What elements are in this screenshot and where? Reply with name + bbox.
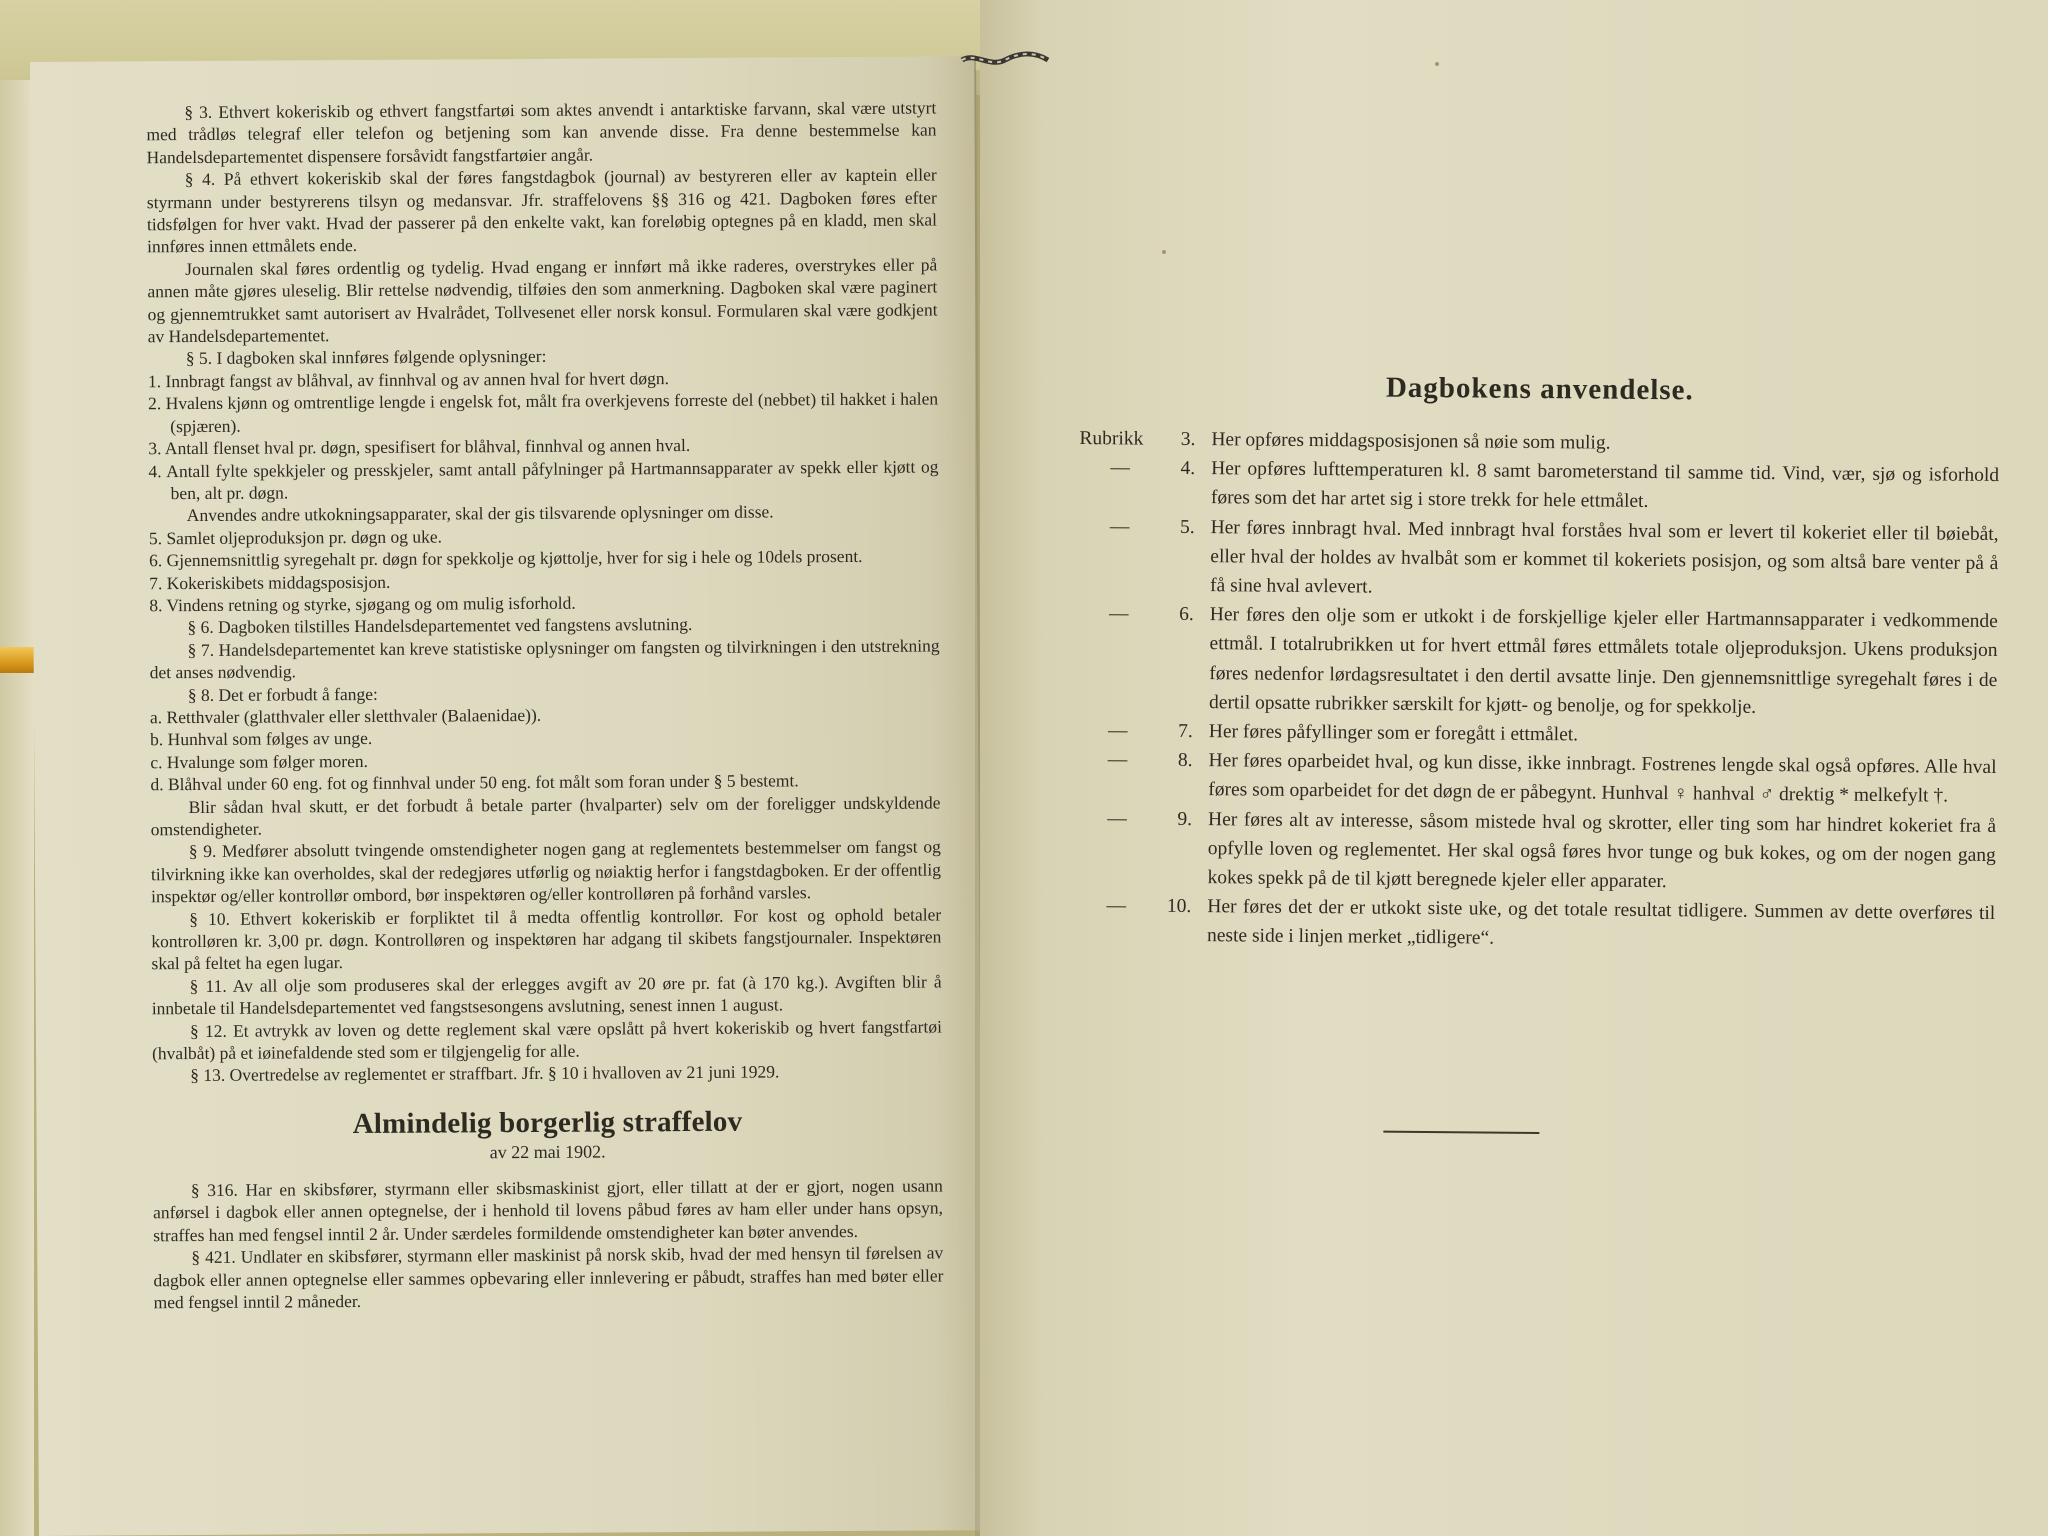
left-page xyxy=(30,56,985,1536)
rubrikk-row xyxy=(1079,453,1999,519)
rubrikk-number: 8. xyxy=(1177,750,1193,772)
list-item: c. Hvalunge som følger moren. xyxy=(150,750,369,773)
paragraph-journal: Journalen skal føres ordentlig og tydelig. Hvad engang er innført må ikke raderes, overstrykes eller på annen måte gjøres uleselig. Blir rettelse nødvendig, tilføies den som anmerkning. Dagboken skal være paginert og gjennemtrukket samt autorisert av Hvalrådet, Tollvesenet eller norsk konsul. Formularen skal være godkjent av Handelsdepartementet. xyxy=(147,254,938,347)
list-item: 7. Kokeriskibets middagsposisjon. xyxy=(149,571,391,593)
rubrikk-number: 3. xyxy=(1180,428,1196,451)
right-page-text xyxy=(1075,368,2000,958)
rubrikk-prefix: — xyxy=(1109,603,1129,625)
paragraph-9: § 9. Medfører absolutt tvingende omstendigheter nogen gang at reglementets bestemmelser om fangst og tilvirkning ikke kan overholdes, skal der redegjøres utførlig og nøiaktig herfor i fangstdagboken. Er der offentlig inspektør og/eller kontrollør ombord, bør inspektøren og/eller kontrolløren på forhånd varsles. xyxy=(150,836,942,907)
rubrikk-row xyxy=(1077,599,1998,724)
rubrikk-number: 5. xyxy=(1179,516,1195,538)
rubrikk-text: Her opføres lufttemperaturen kl. 8 samt barometerstand til samme tid. Vind, vær, sjø og isforhold føres som det har artet sig i store trekk for hele ettmålet. xyxy=(1210,458,2000,513)
law-title: Almindelig borgerlig straffelov xyxy=(352,1105,743,1140)
list-item: d. Blåhval under 60 eng. fot og finnhval under 50 eng. fot målt som foran under § 5 bestemt. xyxy=(150,770,799,795)
list-item: a. Retthvaler (glatthvaler eller sletthvaler (Balaenidae)). xyxy=(149,704,542,728)
rubrikk-number: 9. xyxy=(1177,808,1193,830)
paragraph-316: § 316. Har en skibsfører, styrmann eller skibsmaskinist gjort, eller tillatt at der er gjort, nogen usann anførsel i dagbok eller annen optegnelse, der i henhold til lovens påbud føres av ham eller under hans opsyn, straffes han med fengsel inntil 2 år. Under særdeles formildende omstendigheter kan bøter anvendes. xyxy=(152,1175,944,1245)
list-item: 5. Samlet oljeproduksjon pr. døgn og uke. xyxy=(148,526,443,549)
rubrikk-prefix: Rubrikk xyxy=(1079,427,1144,450)
rubrikk-row xyxy=(1075,804,1996,900)
rubrikk-row xyxy=(1078,512,1999,608)
rubrikk-number: 10. xyxy=(1166,896,1192,918)
rubrikk-number: 6. xyxy=(1179,604,1194,626)
rubrikk-prefix: — xyxy=(1109,515,1130,538)
rubrikk-text: Her opføres middagsposisjonen så nøie som mulig. xyxy=(1211,429,1611,454)
rubrikk-prefix: — xyxy=(1107,720,1128,742)
rubrikk-text: Her føres påfyllinger som er foregått i ettmålet. xyxy=(1208,721,1579,746)
rubrikk-prefix: — xyxy=(1107,807,1127,830)
rubrikk-prefix: — xyxy=(1107,749,1128,771)
binding-thread-icon xyxy=(960,48,1050,72)
paragraph-3: § 3. Ethvert kokeriskib og ethvert fangstfartøi som aktes anvendt i antarktiske farvann, skal være utstyrt med trådløs telegraf eller telefon og betjening som kan anvende disse. Fra denne bestemmelse kan Handelsdepartementet dispensere forsåvidt fangstfartøier angår. xyxy=(146,97,937,168)
paragraph-4: § 4. På ethvert kokeriskib skal der føres fangstdagbok (journal) av bestyreren eller av kaptein eller styrmann under bestyrerens tilsyn og medansvar. Jfr. straffelovens §§ 316 og 421. Dagboken føres efter tidsfølgen for hver vakt. Hvad der passerer på den enkelte vakt, kan foreløbig optegnes på en kladd, men skal innføres innen ettmålets ende. xyxy=(146,164,938,257)
paper-speck xyxy=(1435,62,1439,66)
paragraph-421: § 421. Undlater en skibsfører, styrmann eller maskinist på norsk skib, hvad der med hensyn til førelsen av dagbok eller annen optegnelse eller sammes opbevaring eller innlevering er påbudt, straffes han med bøter eller med fengsel inntil 2 måneder. xyxy=(153,1242,944,1313)
paragraph-12: § 12. Et avtrykk av loven og dette reglement skal være opslått på hvert kokeriskib og hvert fangstfartøi (hvalbåt) på et iøinefaldende sted som er tilgjengelig for alle. xyxy=(151,1016,942,1064)
rubrikk-text: Her føres den olje som er utkokt i de forskjellige kjeler eller Hartmannsapparater i vedkommende ettmål. I totalrubrikken ut for hvert ettmål føres ettmålets totale oljeproduksjon. Ukens produksjon føres nedenfor lørdagsresultatet i den dertil avsatte linje. Den gjennemsnittlige syregehalt føres i de dertil opsatte rubrikker særskilt for kjøtt- og benolje, og for spekkolje. xyxy=(1208,604,1998,718)
rubrikk-row xyxy=(1076,745,1996,811)
paragraph-8: § 8. Det er forbudt å fange: xyxy=(187,683,378,705)
page-title: Dagbokens anvendelse. xyxy=(1385,371,1694,407)
rubrikk-prefix: — xyxy=(1106,895,1127,917)
rubrikk-text: Her føres oparbeidet hval, og kun disse, ikke innbragt. Fostrenes lengde skal også opføres. Alle hval føres som oparbeidet for det døgn de er påbegynt. Hunhval ♀ hanhval ♂ drektig * melkefylt †. xyxy=(1208,750,1997,808)
right-page xyxy=(980,0,2048,1536)
rubrikk-number: 4. xyxy=(1180,458,1196,480)
left-page-text xyxy=(146,96,943,1313)
list-note: Anvendes andre utkokningsapparater, skal der gis tilsvarende oplysninger om disse. xyxy=(186,501,774,526)
list-item: 3. Antall flenset hval pr. døgn, spesifisert for blåhval, finnhval og annen hval. xyxy=(148,435,691,459)
paragraph-5: § 5. I dagboken skal innføres følgende oplysninger: xyxy=(185,346,547,369)
list-item: b. Hunhval som følges av unge. xyxy=(150,728,373,750)
list-item: 6. Gjennemsnittlig syregehalt pr. døgn for spekkolje og kjøttolje, hver for sig i hele og 10dels prosent. xyxy=(148,546,863,571)
paragraph-11: § 11. Av all olje som produseres skal der erlegges avgift av 20 øre pr. fat (à 170 kg.). Avgiften blir å innbetale til Handelsdepartementet ved fangstsesongens avslutning, senest innen 1 august. xyxy=(151,971,942,1019)
list-item: 1. Innbragt fangst av blåhval, av finnhval og av annen hval for hvert døgn. xyxy=(147,367,669,392)
paragraph-13: § 13. Overtredelse av reglementet er straffbart. Jfr. § 10 i hvalloven av 21 juni 1929. xyxy=(190,1061,780,1086)
rubrikk-text: Her føres det der er utkokt siste uke, og det totale resultat tidligere. Summen av dette overføres til neste side i linjen merket „tidligere“. xyxy=(1206,896,1996,950)
list-item: 8. Vindens retning og styrke, sjøgang og om mulig isforhold. xyxy=(149,592,576,616)
rubrikk-text: Her føres alt av interesse, såsom mistede hval og skrotter, eller ting som har hindret kokeriet fra å opfylle loven og reglementet. Her skal også føres hvor tunge og buk kokes, og om der nogen gang kokes spekk på de til kjøtt beregnede kjeler eller apparater. xyxy=(1207,808,1997,893)
desk-edge xyxy=(0,80,34,1536)
law-subtitle: av 22 mai 1902. xyxy=(489,1141,606,1163)
rubrikk-text: Her føres innbragt hval. Med innbragt hval forståes hval som er levert til kokeriet eller til bøiebåt, eller hval der holdes av hvalbåt som er kommet til kokeriets posisjon, og som altså bare venter på å få sine hval avlevert. xyxy=(1210,516,1999,598)
paragraph-8-note: Blir sådan hval skutt, er det forbudt å betale parter (hvalparter) selv om der foreligger undskyldende omstendigheter. xyxy=(150,792,941,840)
list-item: 2. Hvalens kjønn og omtrentlige lengde i engelsk fot, målt fra overkjevens forreste del (nebbet) til hakket i halen (spjæren). xyxy=(148,388,939,436)
paper-speck xyxy=(1162,250,1166,254)
rubrikk-row xyxy=(1075,891,1995,957)
rubrikk-number: 7. xyxy=(1178,720,1193,743)
rubrikk-prefix: — xyxy=(1110,457,1130,479)
closing-rule xyxy=(1383,1131,1539,1134)
list-item: 4. Antall fylte spekkjeler og presskjeler, samt antall påfylninger på Hartmannsapparater av spekk eller kjøtt og ben, alt pr. døgn. xyxy=(148,455,939,504)
paragraph-7: § 7. Handelsdepartementet kan kreve statistiske oplysninger om fangsten og tilvirkningen i den utstrekning det anses nødvendig. xyxy=(149,635,940,683)
paragraph-10: § 10. Ethvert kokeriskib er forpliktet til å medta offentlig kontrollør. For kost og ophold betaler kontrolløren kr. 3,00 pr. døgn. Kontrolløren og inspektøren har adgang til skibets fangstjournaler. Inspektøren skal på feltet ha egen lugar. xyxy=(151,904,942,974)
paragraph-6: § 6. Dagboken tilstilles Handelsdepartementet ved fangstens avslutning. xyxy=(187,614,693,638)
